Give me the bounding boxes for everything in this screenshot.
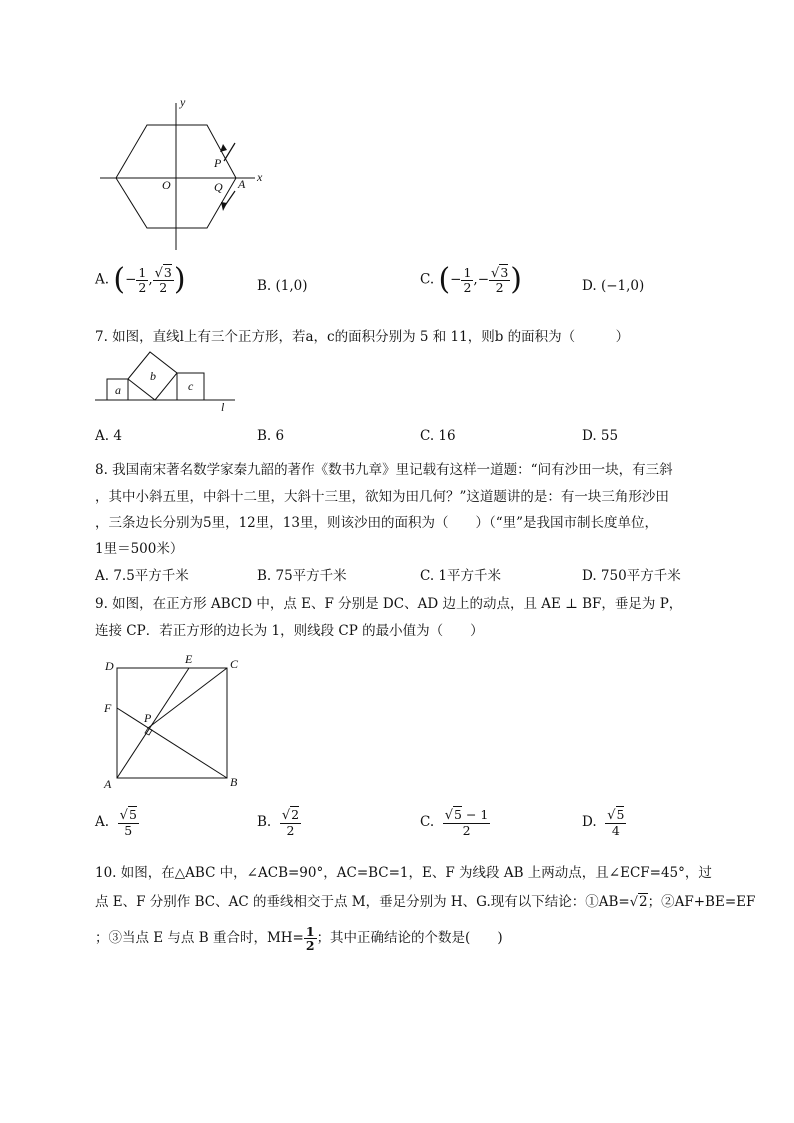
label-a: a <box>115 383 121 397</box>
label-a: A <box>238 177 246 191</box>
label-c: c <box>188 379 194 393</box>
label-d: D <box>105 659 114 673</box>
q8-line-1: 8. 我国南宋著名数学家秦九韶的著作《数书九章》里记载有这样一道题：“问有沙田一块，有三斜 <box>95 462 673 478</box>
q6-option-a[interactable]: A. (− $\frac{1}{2}$ , $\frac{√3}{2}$ ) <box>95 262 186 297</box>
arrow-p-head <box>220 144 227 152</box>
q8-line-2: ，其中小斜五里，中斜十二里，大斜十三里，欲知为田几何？”这道题讲的是：有一块三角形沙田 <box>95 489 669 505</box>
q10-line-1: 10. 如图，在△ABC 中，∠ACB=90°，AC=BC=1，E、F 为线段 AB 上两动点，且∠ECF=45°，过 <box>95 865 712 881</box>
q7-option-b[interactable]: B. 6 <box>257 428 285 444</box>
label-e: E <box>185 652 193 666</box>
q8-option-b[interactable]: B. 75平方千米 <box>257 568 347 584</box>
q8-line-3: ，三条边长分别为5里，12里，13里，则该沙田的面积为（ ）（“里”是我国市制长度单位， <box>95 515 658 531</box>
label-p: P <box>214 156 222 170</box>
hexagon-figure <box>90 95 275 255</box>
q8-option-a[interactable]: A. 7.5平方千米 <box>95 568 189 584</box>
q9-line-2: 连接 CP．若正方形的边长为 1，则线段 CP 的最小值为（ ） <box>95 623 484 639</box>
label-o: O <box>162 178 171 192</box>
label-p: P <box>144 711 152 725</box>
q8-line-4: 1里＝500米） <box>95 541 184 557</box>
q6-option-b[interactable]: B. (1,0) <box>257 278 308 294</box>
segment-cp <box>148 668 227 728</box>
q8-option-c[interactable]: C. 1平方千米 <box>420 568 502 584</box>
arrow-p <box>224 143 235 161</box>
segment-bf <box>117 708 227 778</box>
q6-option-c[interactable]: C. (− $\frac{1}{2}$ ,− $\frac{√3}{2}$ ) <box>420 262 522 297</box>
label-a: A <box>104 777 112 791</box>
q7-option-d[interactable]: D. 55 <box>582 428 619 444</box>
label-l: l <box>221 400 225 413</box>
label-q: Q <box>214 180 223 194</box>
label-b: b <box>150 369 156 383</box>
q10-line-2: 点 E、F 分别作 BC、AC 的垂线相交于点 M，垂足分别为 H、G.现有以下结论：①AB=√2；②AF+BE=EF <box>95 894 756 910</box>
q8-option-d[interactable]: D. 750平方千米 <box>582 568 681 584</box>
q9-line-1: 9. 如图，在正方形 ABCD 中，点 E、F 分别是 DC、AD 边上的动点，且 AE ⊥ BF，垂足为 P， <box>95 596 683 612</box>
square-abcd-figure <box>100 652 250 792</box>
q7-option-a[interactable]: A. 4 <box>95 428 122 444</box>
q10-line-3: ；③当点 E 与点 B 重合时，MH= $\frac{1}{2}$ ；其中正确结论的个数是( ) <box>95 924 503 954</box>
square-abcd <box>117 668 227 778</box>
label-y: y <box>180 95 186 109</box>
q7-stem: 7. 如图，直线l上有三个正方形，若a，c的面积分别为 5 和 11，则b 的面积为（ ） <box>95 329 630 345</box>
label-c: C <box>230 657 239 671</box>
q9-option-a[interactable]: A. $\frac{√5}{5}$ <box>95 807 137 838</box>
segment-ae <box>117 668 189 778</box>
q7-option-c[interactable]: C. 16 <box>420 428 456 444</box>
q9-option-d[interactable]: D. $\frac{√5}{4}$ <box>582 807 625 838</box>
q9-option-b[interactable]: B. $\frac{√2}{2}$ <box>257 807 300 838</box>
label-b: B <box>230 775 238 789</box>
squares-figure <box>95 348 245 413</box>
arrow-q-head <box>221 202 227 211</box>
label-x: x <box>257 170 263 184</box>
q6-option-d[interactable]: D. (−1,0) <box>582 278 645 294</box>
q9-option-c[interactable]: C. $\frac{√5 - 1}{2}$ <box>420 807 489 838</box>
label-f: F <box>104 701 112 715</box>
